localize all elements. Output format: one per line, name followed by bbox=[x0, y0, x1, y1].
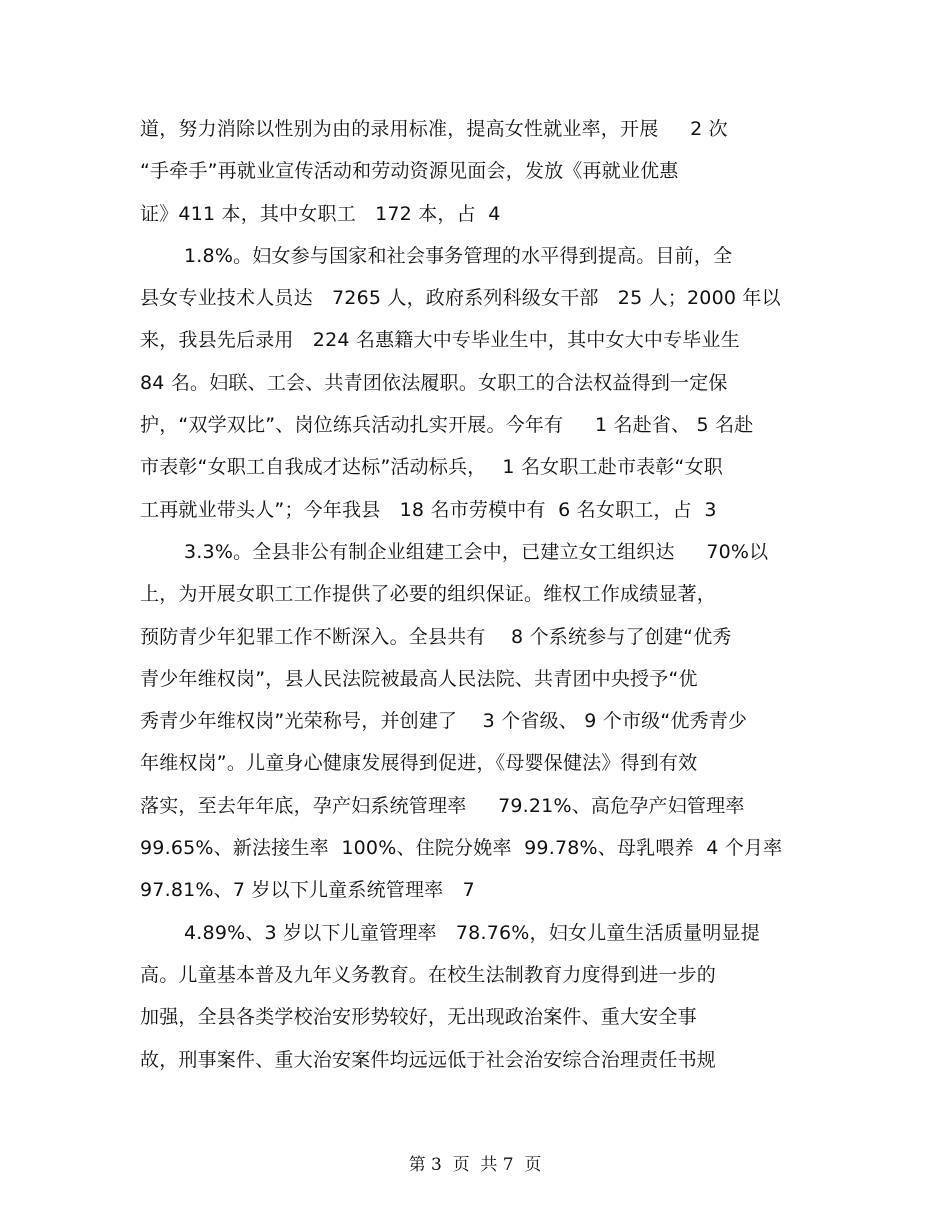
text-line: “手牵手”再就业宣传活动和劳动资源见面会，发放《再就业优惠 bbox=[140, 160, 679, 183]
text-line: 护，“双学双比”、岗位练兵活动扎实开展。今年有 1 名赴省、 5 名赴 bbox=[140, 414, 754, 437]
text-line: 年维权岗”。儿童身心健康发展得到促进，《母婴保健法》得到有效 bbox=[140, 752, 698, 775]
text-line: 上，为开展女职工工作提供了必要的组织保证。维权工作成绩显著， bbox=[140, 583, 717, 606]
text-line: 高。儿童基本普及九年义务教育。在校生法制教育力度得到进一步的 bbox=[140, 963, 717, 986]
text-line: 1.8%。妇女参与国家和社会事务管理的水平得到提高。目前，全 bbox=[184, 244, 733, 267]
text-line: 秀青少年维权岗”光荣称号，并创建了 3 个省级、 9 个市级“优秀青少 bbox=[140, 710, 748, 733]
body-text bbox=[140, 114, 840, 1087]
text-line: 4.89%、3 岁以下儿童管理率 78.76%，妇女儿童生活质量明显提 bbox=[184, 921, 760, 944]
text-line: 来，我县先后录用 224 名惠籍大中专毕业生中，其中女大中专毕业生 bbox=[140, 329, 740, 352]
text-line: 97.81%、7 岁以下儿童系统管理率 7 bbox=[140, 879, 475, 902]
text-line: 道，努力消除以性别为由的录用标准，提高女性就业率，开展 2 次 bbox=[140, 118, 728, 140]
text-line: 3.3%。全县非公有制企业组建工会中，已建立女工组织达 70%以 bbox=[184, 540, 769, 563]
text-line: 落实，至去年年底，孕产妇系统管理率 79.21%、高危孕产妇管理率 bbox=[140, 794, 745, 817]
text-line: 证》411 本，其中女职工 172 本，占 4 bbox=[140, 202, 501, 225]
text-line: 故，刑事案件、重大治安案件均远远低于社会治安综合治理责任书规 bbox=[140, 1048, 717, 1071]
page-footer: 第 3 页 共 7 页 bbox=[408, 1155, 542, 1175]
text-line: 加强，全县各类学校治安形势较好，无出现政治案件、重大安全事 bbox=[140, 1006, 697, 1029]
text-line: 市表彰“女职工自我成才达标”活动标兵， 1 名女职工赴市表彰“女职 bbox=[140, 456, 723, 479]
text-line: 84 名。妇联、工会、共青团依法履职。女职工的合法权益得到一定保 bbox=[140, 371, 728, 394]
text-line: 预防青少年犯罪工作不断深入。全县共有 8 个系统参与了创建“优秀 bbox=[140, 625, 732, 648]
text-line: 县女专业技术人员达 7265 人，政府系列科级女干部 25 人；2000 年以 bbox=[140, 287, 781, 310]
text-line: 99.65%、新法接生率 100%、住院分娩率 99.78%、母乳喂养 4 个月率 bbox=[140, 837, 783, 860]
text-line: 青少年维权岗”，县人民法院被最高人民法院、共青团中央授予“优 bbox=[140, 667, 698, 690]
text-line: 工再就业带头人”；今年我县 18 名市劳模中有 6 名女职工，占 3 bbox=[140, 498, 717, 521]
